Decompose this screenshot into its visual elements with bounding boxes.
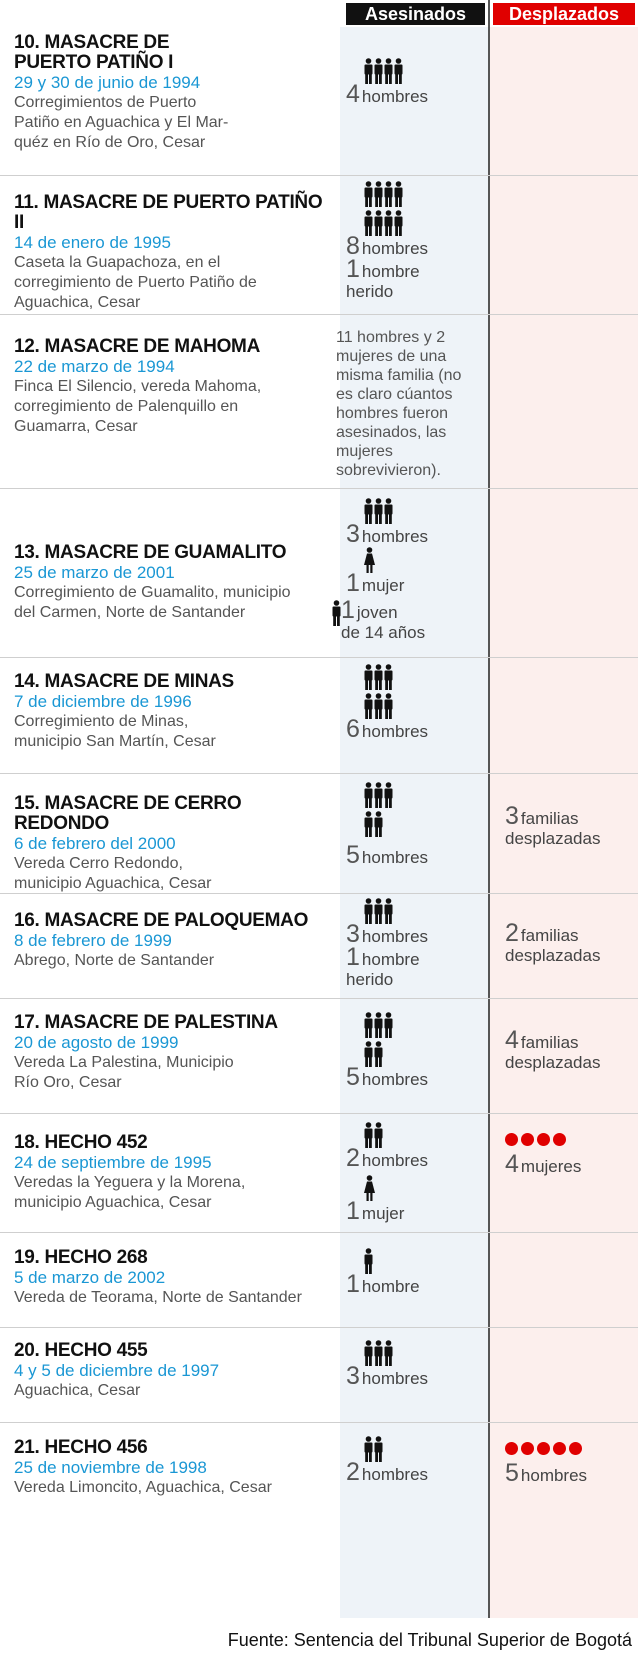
man-icon: [364, 210, 373, 236]
red-dot-icon: [521, 1442, 534, 1455]
killed-count-line: 3 hombres: [346, 1362, 429, 1390]
man-icon: [384, 664, 393, 690]
entry-title: 20. HECHO 455: [14, 1340, 148, 1361]
displaced-cell-15: 3 familias desplazadas: [505, 802, 601, 848]
entry-date: 20 de agosto de 1999: [14, 1033, 179, 1052]
row-separator: [0, 773, 638, 774]
entry-title: 10. MASACRE DE PUERTO PATIÑO I: [14, 32, 174, 73]
entry-21: [14, 1438, 334, 1498]
boy-icon-group: [332, 600, 341, 626]
displaced-column-header: Desplazados: [493, 3, 635, 25]
killed-count-line: 3 hombres: [346, 520, 429, 548]
killed-count-line: 1 hombre: [346, 1270, 420, 1298]
man-icon-group: [364, 664, 393, 690]
man-icon-group: [364, 1248, 373, 1274]
entry-date: 5 de marzo de 2002: [14, 1268, 166, 1287]
row-separator: [0, 314, 638, 315]
killed-cell-21: [346, 1436, 486, 1485]
killed-woman-line: 1 mujer: [346, 1197, 405, 1225]
man-icon: [374, 181, 383, 207]
man-icon: [364, 898, 373, 924]
man-icon: [374, 782, 383, 808]
woman-icon-group: [364, 1175, 375, 1201]
man-icon: [394, 210, 403, 236]
man-icon: [384, 693, 393, 719]
wounded-count-line: 1 hombre herido: [346, 943, 420, 989]
row-separator: [0, 1327, 638, 1328]
man-icon-group: [364, 181, 403, 207]
entry-location: Aguachica, Cesar: [14, 1382, 141, 1399]
man-icon: [374, 811, 383, 837]
entry-title: 18. HECHO 452: [14, 1132, 148, 1153]
row-separator: [0, 488, 638, 489]
man-icon: [364, 693, 373, 719]
man-icon-group: [364, 1012, 393, 1038]
entry-18: [14, 1133, 334, 1213]
entry-location: Vereda Cerro Redondo, municipio Aguachica, Cesar: [14, 855, 212, 892]
man-icon: [384, 898, 393, 924]
killed-count-line: 6 hombres: [346, 715, 429, 743]
entry-title: 17. MASACRE DE PALESTINA: [14, 1012, 278, 1033]
entry-16: [14, 911, 334, 971]
entry-location: Caseta la Guapachoza, en el corregimiento de Puerto Patiño de Aguachica, Cesar: [14, 254, 257, 311]
man-icon: [384, 782, 393, 808]
entry-title: 21. HECHO 456: [14, 1437, 148, 1458]
killed-cell-14: [346, 664, 486, 742]
man-icon-group: [364, 1436, 383, 1462]
entry-location: Abrego, Norte de Santander: [14, 952, 215, 969]
man-icon: [374, 1436, 383, 1462]
killed-cell-19: [346, 1248, 486, 1297]
killed-cell-20: [346, 1340, 486, 1389]
entry-date: 8 de febrero de 1999: [14, 931, 172, 950]
man-icon-group: [364, 693, 393, 719]
entry-title: 19. HECHO 268: [14, 1247, 148, 1268]
killed-cell-17: [346, 1012, 486, 1090]
entry-14: [14, 672, 334, 752]
entry-date: 25 de marzo de 2001: [14, 563, 175, 582]
entry-title: 13. MASACRE DE GUAMALITO: [14, 542, 287, 563]
man-icon-group: [364, 811, 383, 837]
displaced-dots: [505, 1441, 635, 1455]
man-icon: [364, 1041, 373, 1067]
red-dot-icon: [553, 1133, 566, 1146]
man-icon: [364, 58, 373, 84]
man-icon: [364, 811, 373, 837]
displaced-cell-21: 5 hombres: [505, 1441, 635, 1486]
red-dot-icon: [505, 1133, 518, 1146]
entry-date: 6 de febrero del 2000: [14, 834, 176, 853]
row-separator: [0, 998, 638, 999]
woman-icon: [364, 547, 375, 573]
man-icon: [364, 1340, 373, 1366]
killed-count-line: 2 hombres: [346, 1458, 429, 1486]
entry-11: [14, 193, 334, 313]
man-icon: [384, 181, 393, 207]
man-icon: [364, 782, 373, 808]
red-dot-icon: [569, 1442, 582, 1455]
entry-location: Corregimiento de Guamalito, municipio del Carmen, Norte de Santander: [14, 584, 291, 621]
source-credit: Fuente: Sentencia del Tribunal Superior de Bogotá: [227, 1630, 632, 1650]
entry-10: [14, 33, 334, 153]
man-icon: [364, 1012, 373, 1038]
man-icon: [394, 181, 403, 207]
man-icon: [394, 58, 403, 84]
entry-location: Corregimientos de Puerto Patiño en Aguachica y El Mar- quéz en Río de Oro, Cesar: [14, 94, 229, 151]
red-dot-icon: [537, 1442, 550, 1455]
entry-location: Vereda La Palestina, Municipio Río Oro, Cesar: [14, 1054, 234, 1091]
man-icon: [332, 600, 341, 626]
entry-title: 12. MASACRE DE MAHOMA: [14, 336, 260, 357]
displaced-dots: [505, 1132, 635, 1146]
entry-15: [14, 794, 334, 894]
row-separator: [0, 1113, 638, 1114]
displaced-cell-17: 4 familias desplazadas: [505, 1026, 601, 1072]
man-icon-group: [364, 1041, 383, 1067]
man-icon: [364, 664, 373, 690]
row-separator: [0, 657, 638, 658]
displaced-cell-18: 4 mujeres: [505, 1132, 635, 1177]
killed-count-line: 5 hombres: [346, 841, 429, 869]
entry-location: Vereda de Teorama, Norte de Santander: [14, 1289, 302, 1306]
killed-count-line: 2 hombres: [346, 1144, 429, 1172]
man-icon: [374, 693, 383, 719]
man-icon: [364, 1248, 373, 1274]
entry-13: [14, 543, 334, 623]
entry-location: Vereda Limoncito, Aguachica, Cesar: [14, 1479, 272, 1496]
red-dot-icon: [505, 1442, 518, 1455]
man-icon: [384, 1340, 393, 1366]
wounded-count-line: 1 hombre herido: [346, 255, 420, 301]
killed-cell-13: [341, 498, 486, 643]
entry-date: 24 de septiembre de 1995: [14, 1153, 212, 1172]
killed-count-line: 8 hombres: [346, 232, 429, 260]
man-icon: [374, 58, 383, 84]
man-icon: [384, 210, 393, 236]
killed-cell-10: [346, 58, 486, 107]
entry-date: 25 de noviembre de 1998: [14, 1458, 207, 1477]
row-separator: [0, 1422, 638, 1423]
man-icon: [364, 181, 373, 207]
entry-19: [14, 1248, 334, 1308]
man-icon-group: [364, 210, 403, 236]
displaced-cell-16: 2 familias desplazadas: [505, 919, 601, 965]
entry-date: 14 de enero de 1995: [14, 233, 171, 252]
red-dot-icon: [521, 1133, 534, 1146]
man-icon: [364, 1436, 373, 1462]
man-icon: [374, 1122, 383, 1148]
man-icon-group: [364, 1340, 393, 1366]
red-dot-icon: [553, 1442, 566, 1455]
woman-icon: [364, 1175, 375, 1201]
killed-cell-15: [346, 782, 486, 868]
entry-title: 14. MASACRE DE MINAS: [14, 671, 234, 692]
red-dot-icon: [537, 1133, 550, 1146]
entry-location: Finca El Silencio, vereda Mahoma, corregimiento de Palenquillo en Guamarra, Cesar: [14, 378, 262, 435]
man-icon: [364, 498, 373, 524]
killed-cell-16: [346, 898, 486, 990]
man-icon-group: [364, 782, 393, 808]
entry-date: 22 de marzo de 1994: [14, 357, 175, 376]
man-icon: [384, 1012, 393, 1038]
killed-woman-line: 1 mujer: [346, 569, 405, 597]
man-icon: [364, 1122, 373, 1148]
entry-title: 15. MASACRE DE CERRO REDONDO: [14, 793, 242, 834]
entry-12: [14, 337, 334, 437]
entry-date: 29 y 30 de junio de 1994: [14, 73, 201, 92]
man-icon-group: [364, 58, 403, 84]
man-icon: [374, 1012, 383, 1038]
killed-column-header: Asesinados: [346, 3, 485, 25]
column-divider: [488, 0, 490, 1618]
row-separator: [0, 1232, 638, 1233]
row-separator: [0, 175, 638, 176]
entry-date: 7 de diciembre de 1996: [14, 692, 192, 711]
entry-17: [14, 1013, 334, 1093]
man-icon-group: [364, 498, 393, 524]
entry-20: [14, 1341, 334, 1401]
man-icon: [374, 664, 383, 690]
killed-count-line: 4 hombres: [346, 80, 429, 108]
killed-count-line: 5 hombres: [346, 1063, 429, 1091]
killed-note: 11 hombres y 2 mujeres de una misma familia (no es claro cúantos hombres fueron asesinados, las mujeres sobrevivieron).: [336, 329, 462, 479]
man-icon: [374, 1041, 383, 1067]
man-icon: [384, 58, 393, 84]
man-icon: [374, 210, 383, 236]
man-icon: [384, 498, 393, 524]
entry-title: 16. MASACRE DE PALOQUEMAO: [14, 910, 309, 931]
man-icon-group: [364, 898, 393, 924]
killed-count-line: 3 hombres: [346, 920, 429, 948]
man-icon: [374, 1340, 383, 1366]
killed-cell-18: [346, 1122, 486, 1224]
man-icon-group: [364, 1122, 383, 1148]
entry-location: Corregimiento de Minas, municipio San Martín, Cesar: [14, 713, 216, 750]
entry-title: 11. MASACRE DE PUERTO PATIÑO II: [14, 192, 323, 233]
man-icon: [374, 498, 383, 524]
entry-location: Veredas la Yeguera y la Morena, municipio Aguachica, Cesar: [14, 1174, 246, 1211]
entry-date: 4 y 5 de diciembre de 1997: [14, 1361, 220, 1380]
man-icon: [374, 898, 383, 924]
woman-icon-group: [364, 547, 375, 573]
killed-youth-line: 1 joven de 14 años: [332, 600, 486, 643]
killed-cell-12: [336, 328, 476, 480]
killed-cell-11: [346, 181, 486, 302]
